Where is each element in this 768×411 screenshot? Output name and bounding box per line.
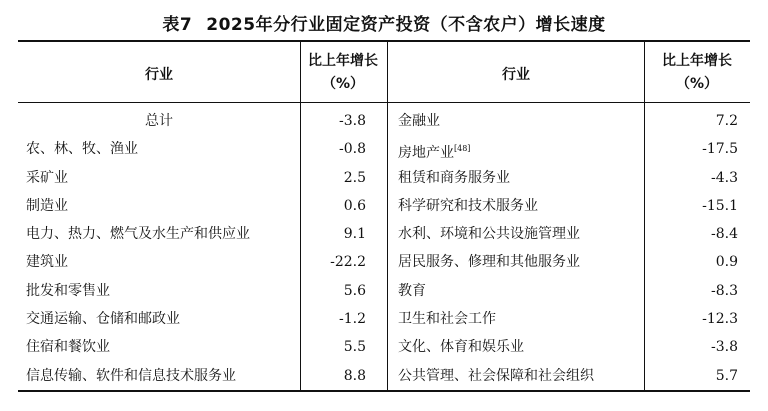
top-rule — [18, 40, 750, 42]
industry-cell: 水利、环境和公共设施管理业 — [398, 226, 580, 243]
footnote-ref[interactable]: [48] — [454, 144, 471, 154]
table-title — [0, 10, 768, 35]
growth-cell: -17.5 — [702, 141, 738, 158]
growth-cell: -4.3 — [711, 169, 738, 186]
industry-cell: 住宿和餐饮业 — [26, 339, 110, 356]
header-industry-right: 行业 — [502, 67, 530, 83]
table-body — [0, 107, 768, 390]
industry-cell: 教育 — [398, 282, 426, 299]
header-rule — [18, 102, 750, 103]
industry-cell: 居民服务、修理和其他服务业 — [398, 254, 580, 271]
table-row — [0, 220, 768, 248]
header-industry-left: 行业 — [145, 67, 173, 83]
industry-cell: 采矿业 — [26, 169, 68, 186]
growth-cell: 2.5 — [343, 169, 366, 186]
growth-cell: -3.8 — [339, 113, 366, 129]
header-change-left-line2: （%） — [321, 76, 365, 92]
industry-cell: 公共管理、社会保障和社会组织 — [398, 367, 594, 384]
growth-cell: 5.5 — [343, 339, 366, 356]
header-change-right-line1: 比上年增长 — [662, 53, 732, 69]
growth-cell: 7.2 — [715, 113, 738, 129]
header-change-right-line2: （%） — [675, 76, 719, 92]
industry-cell: 批发和零售业 — [26, 282, 110, 299]
growth-cell: -1.2 — [339, 311, 366, 328]
industry-cell: 卫生和社会工作 — [398, 311, 496, 328]
bottom-rule — [18, 390, 750, 392]
table-row — [0, 164, 768, 192]
table-row — [0, 333, 768, 361]
growth-cell: -12.3 — [702, 311, 738, 328]
growth-cell: -3.8 — [711, 339, 738, 356]
industry-cell: 总计 — [145, 113, 173, 129]
growth-cell: -22.2 — [330, 254, 366, 271]
industry-cell: 农、林、牧、渔业 — [26, 141, 138, 158]
growth-cell: 5.6 — [343, 282, 366, 299]
header-change-left — [300, 50, 386, 96]
growth-cell: -15.1 — [702, 197, 738, 214]
industry-cell: 交通运输、仓储和邮政业 — [26, 311, 180, 328]
industry-cell: 文化、体育和娱乐业 — [398, 339, 524, 356]
table-row — [0, 192, 768, 220]
industry-cell: 制造业 — [26, 197, 68, 214]
industry-cell: 信息传输、软件和信息技术服务业 — [26, 367, 236, 384]
header-change-right — [644, 50, 750, 96]
table-row — [0, 362, 768, 390]
table-title-text: 2025年分行业固定资产投资（不含农户）增长速度 — [206, 15, 606, 35]
table-row — [0, 107, 768, 135]
table-row — [0, 277, 768, 305]
growth-cell: -8.3 — [711, 282, 738, 299]
industry-cell: 电力、热力、燃气及水生产和供应业 — [26, 226, 250, 243]
growth-cell: 9.1 — [343, 226, 366, 243]
header-change-left-line1: 比上年增长 — [308, 53, 378, 69]
industry-cell: 科学研究和技术服务业 — [398, 197, 538, 214]
table-row — [0, 248, 768, 276]
growth-cell: 0.9 — [715, 254, 738, 271]
industry-name: 房地产业 — [398, 145, 454, 162]
table-row — [0, 305, 768, 333]
industry-cell: 租赁和商务服务业 — [398, 169, 510, 186]
growth-cell: 8.8 — [343, 367, 366, 384]
growth-cell: -8.4 — [711, 226, 738, 243]
growth-cell: 0.6 — [343, 197, 366, 214]
industry-cell: 金融业 — [398, 113, 440, 129]
growth-cell: 5.7 — [715, 367, 738, 384]
table-row — [0, 135, 768, 163]
table-number: 表7 — [162, 15, 193, 35]
industry-cell: 建筑业 — [26, 254, 68, 271]
growth-cell: -0.8 — [339, 141, 366, 158]
